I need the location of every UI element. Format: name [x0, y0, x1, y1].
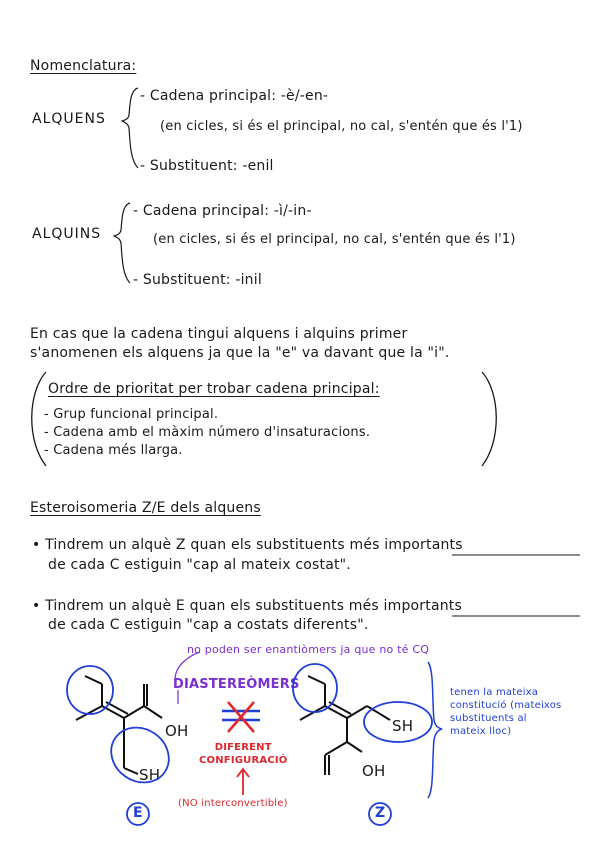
enantiomer-bracket [175, 652, 200, 680]
oh-right-label: OH [362, 762, 386, 780]
sh-left-label: SH [139, 766, 161, 784]
alquens-main-chain: - Cadena principal: -è/-en- [140, 88, 329, 104]
priority-item-1: - Grup funcional principal. [44, 407, 219, 422]
alquins-label: ALQUINS [32, 226, 102, 242]
alquens-note: (en cicles, si és el principal, no cal, s'entén que és l'1) [160, 119, 523, 134]
not-interconvertible-label: (NO interconvertible) [178, 798, 288, 809]
sh-right-label: SH [392, 717, 414, 735]
circle-e-substituent-2 [101, 716, 180, 793]
stereo-bullet-1-line-2: de cada C estiguin "cap al mateix costat". [48, 557, 351, 573]
circle-z-substituent-2 [364, 702, 432, 742]
alquens-substituent: - Substituent: -enil [140, 158, 274, 174]
label-z: Z [375, 805, 386, 821]
nomenclature-title: Nomenclatura: [30, 58, 137, 74]
priority-item-2: - Cadena amb el màxim número d'insaturacions. [44, 425, 371, 440]
circle-e-substituent-1 [67, 666, 113, 714]
molecule-e [76, 676, 162, 774]
priority-line-1: En cas que la cadena tingui alquens i alquins primer [30, 326, 408, 342]
oh-left-label: OH [165, 722, 189, 740]
right-parenthesis [482, 372, 496, 466]
alquins-main-chain: - Cadena principal: -ì/-in- [133, 203, 312, 219]
priority-order-title: Ordre de prioritat per trobar cadena principal: [48, 381, 380, 397]
label-e-circle [127, 803, 149, 825]
priority-line-2: s'anomenen els alquens ja que la "e" va davant que la "i". [30, 345, 450, 361]
alquens-brace [122, 88, 138, 168]
up-arrow-icon [237, 769, 249, 795]
alquens-label: ALQUENS [32, 111, 106, 127]
molecule-z [300, 676, 390, 775]
label-z-circle [369, 803, 391, 825]
stereo-bullet-1-line-1: • Tindrem un alquè Z quan els substituents més importants [32, 537, 463, 553]
constitution-note: tenen la mateixa constitució (mateixos substituents al mateix lloc) [450, 687, 562, 737]
stereo-title: Esteroisomeria Z/E dels alquens [30, 500, 261, 516]
alquins-note: (en cicles, si és el principal, no cal, s'entén que és l'1) [153, 232, 516, 247]
left-parenthesis [32, 372, 46, 466]
stereo-bullet-2-line-1: • Tindrem un alquè E quan els substituents més importants [32, 598, 462, 614]
alquins-substituent: - Substituent: -inil [133, 272, 262, 288]
enantiomer-note: no poden ser enantiòmers ja que no té CQ [187, 643, 430, 656]
different-config-label: DIFERENT CONFIGURACIÓ [199, 742, 288, 766]
alquins-brace [114, 203, 130, 283]
circle-z-substituent-1 [293, 664, 337, 712]
diastereomers-label: DIASTEREÒMERS [173, 677, 300, 692]
stereo-bullet-2-line-2: de cada C estiguin "cap a costats diferents". [48, 617, 369, 633]
priority-item-3: - Cadena més llarga. [44, 443, 183, 458]
label-e: E [133, 805, 143, 821]
not-equal-icon [222, 702, 260, 732]
